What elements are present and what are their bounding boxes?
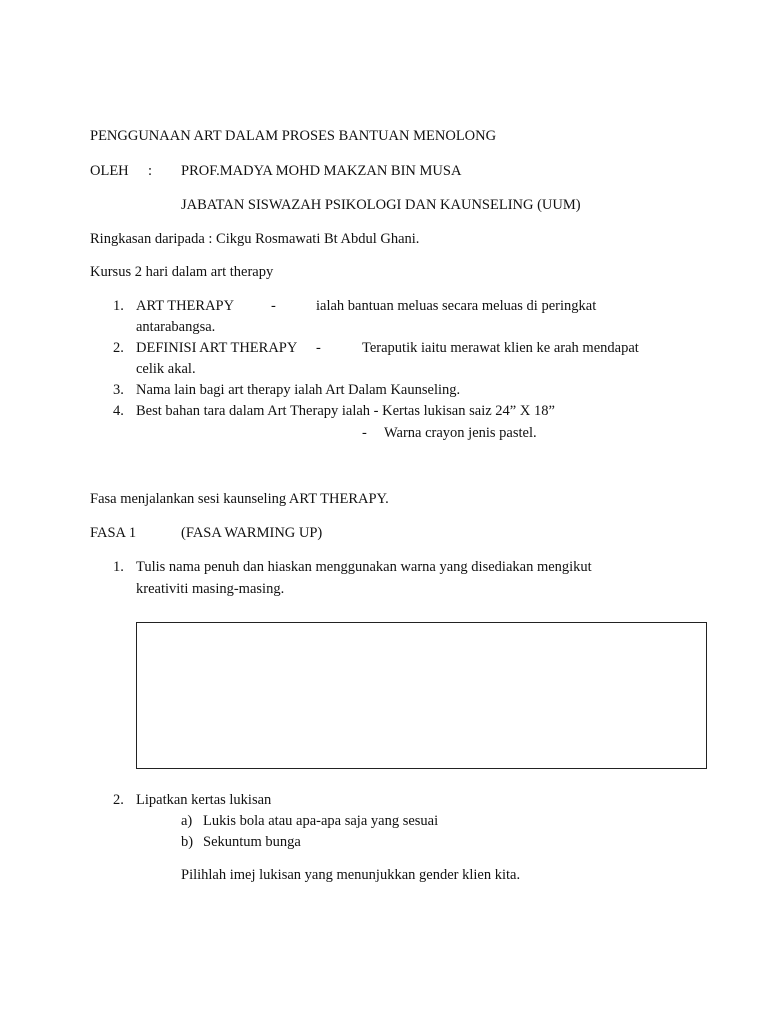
list1-item3-text: Nama lain bagi art therapy ialah Art Dalam Kaunseling.: [136, 382, 461, 398]
list1-item1-number: 1.: [113, 298, 124, 314]
list1-item1-term: ART THERAPY: [136, 298, 235, 314]
course-line: Kursus 2 hari dalam art therapy: [90, 264, 274, 280]
list1-item4-text: Best bahan tara dalam Art Therapy ialah - Kertas lukisan saiz 24” X 18”: [136, 403, 555, 419]
list2-item2-text: Lipatkan kertas lukisan: [136, 792, 272, 808]
list1-item3-number: 3.: [113, 382, 124, 398]
list1-item2-dash: -: [316, 340, 321, 356]
list2-item2-sub-a-text: Lukis bola atau apa-apa saja yang sesuai: [203, 813, 439, 829]
department: JABATAN SISWAZAH PSIKOLOGI DAN KAUNSELING (UUM): [181, 197, 581, 213]
name-drawing-box: [136, 622, 707, 769]
fasa1-label: FASA 1: [90, 525, 137, 541]
document-title: PENGGUNAAN ART DALAM PROSES BANTUAN MENOLONG: [90, 128, 497, 144]
list1-item4-number: 4.: [113, 403, 124, 419]
list1-item2-term: DEFINISI ART THERAPY: [136, 340, 298, 356]
list1-item2-continuation: celik akal.: [136, 361, 196, 377]
list2-item2-sub-b-text: Sekuntum bunga: [203, 834, 301, 850]
fasa1-name: (FASA WARMING UP): [181, 525, 323, 541]
list1-item1-text: ialah bantuan meluas secara meluas di peringkat: [316, 298, 597, 314]
list2-item1-text: Tulis nama penuh dan hiaskan menggunakan warna yang disediakan mengikut: [136, 559, 592, 575]
list2-item2-number: 2.: [113, 792, 124, 808]
list2-item1-continuation: kreativiti masing-masing.: [136, 581, 285, 597]
author-label: OLEH: [90, 163, 129, 179]
list1-item1-dash: -: [271, 298, 276, 314]
list2-item2-note: Pilihlah imej lukisan yang menunjukkan gender klien kita.: [181, 867, 521, 883]
list1-item2-text: Teraputik iaitu merawat klien ke arah mendapat: [362, 340, 639, 356]
fasa-intro: Fasa menjalankan sesi kaunseling ART THERAPY.: [90, 491, 389, 507]
list1-item4-sub-dash: -: [362, 425, 367, 441]
list2-item1-number: 1.: [113, 559, 124, 575]
list1-item4-sub-text: Warna crayon jenis pastel.: [384, 425, 537, 441]
list1-item1-continuation: antarabangsa.: [136, 319, 216, 335]
author-colon: :: [148, 163, 153, 179]
list2-item2-sub-b-label: b): [181, 834, 194, 850]
list2-item2-sub-a-label: a): [181, 813, 193, 829]
author-name: PROF.MADYA MOHD MAKZAN BIN MUSA: [181, 163, 462, 179]
list1-item2-number: 2.: [113, 340, 124, 356]
summary-line: Ringkasan daripada : Cikgu Rosmawati Bt Abdul Ghani.: [90, 231, 420, 247]
